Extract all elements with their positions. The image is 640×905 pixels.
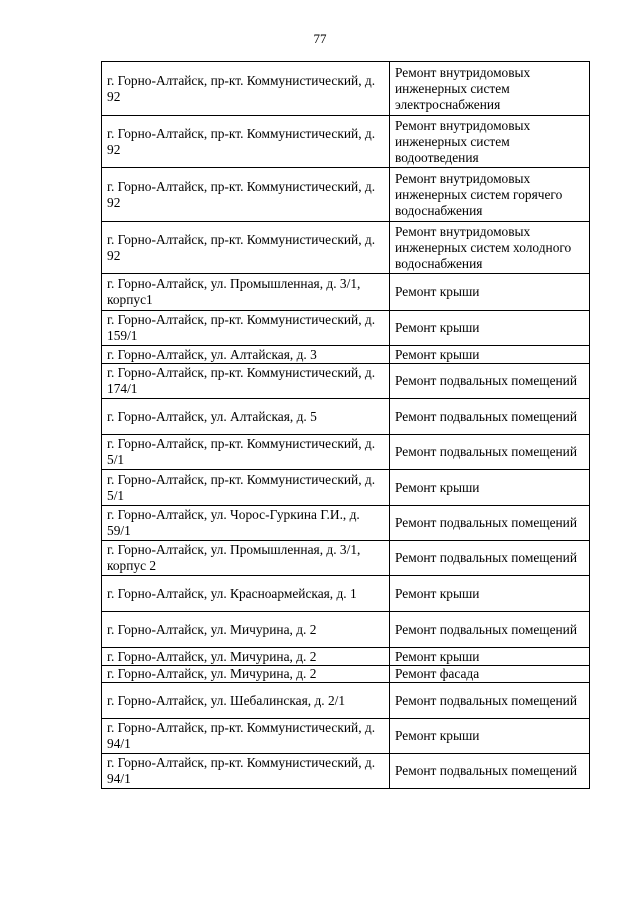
address-cell: г. Горно-Алтайск, пр-кт. Коммунистический, д. 5/1: [102, 435, 390, 470]
address-cell: г. Горно-Алтайск, пр-кт. Коммунистический, д. 94/1: [102, 719, 390, 754]
work-type-cell: Ремонт подвальных помещений: [390, 612, 590, 648]
address-cell: г. Горно-Алтайск, ул. Алтайская, д. 3: [102, 346, 390, 364]
table-row: [102, 274, 590, 311]
table-row: [102, 754, 590, 789]
table-row: [102, 311, 590, 346]
work-type-cell: Ремонт подвальных помещений: [390, 506, 590, 541]
table-row: [102, 168, 590, 222]
page-number: 77: [313, 31, 327, 46]
repair-address-table: [101, 61, 590, 789]
work-type-cell: Ремонт крыши: [390, 470, 590, 506]
table-row: [102, 576, 590, 612]
table-row: [102, 222, 590, 274]
address-cell: г. Горно-Алтайск, ул. Чорос-Гуркина Г.И., д. 59/1: [102, 506, 390, 541]
address-cell: г. Горно-Алтайск, ул. Мичурина, д. 2: [102, 612, 390, 648]
work-type-cell: Ремонт крыши: [390, 719, 590, 754]
table-row: [102, 506, 590, 541]
table-row: [102, 683, 590, 719]
work-type-cell: Ремонт внутридомовых инженерных систем горячего водоснабжения: [390, 168, 590, 222]
table-row: [102, 435, 590, 470]
table-row: [102, 666, 590, 683]
address-cell: г. Горно-Алтайск, ул. Промышленная, д. 3/1, корпус 2: [102, 541, 390, 576]
work-type-cell: Ремонт внутридомовых инженерных систем холодного водоснабжения: [390, 222, 590, 274]
address-cell: г. Горно-Алтайск, ул. Мичурина, д. 2: [102, 648, 390, 666]
work-type-cell: Ремонт крыши: [390, 346, 590, 364]
table-row: [102, 719, 590, 754]
work-type-cell: Ремонт подвальных помещений: [390, 364, 590, 399]
table-row: [102, 116, 590, 168]
table-body: [102, 62, 590, 789]
work-type-cell: Ремонт подвальных помещений: [390, 683, 590, 719]
address-cell: г. Горно-Алтайск, пр-кт. Коммунистический, д. 92: [102, 62, 390, 116]
address-cell: г. Горно-Алтайск, ул. Шебалинская, д. 2/1: [102, 683, 390, 719]
address-cell: г. Горно-Алтайск, пр-кт. Коммунистический, д. 92: [102, 222, 390, 274]
table-row: [102, 470, 590, 506]
address-cell: г. Горно-Алтайск, пр-кт. Коммунистический, д. 92: [102, 116, 390, 168]
table-row: [102, 364, 590, 399]
address-cell: г. Горно-Алтайск, ул. Промышленная, д. 3/1, корпус1: [102, 274, 390, 311]
table-row: [102, 612, 590, 648]
work-type-cell: Ремонт крыши: [390, 311, 590, 346]
work-type-cell: Ремонт подвальных помещений: [390, 435, 590, 470]
address-cell: г. Горно-Алтайск, пр-кт. Коммунистический, д. 92: [102, 168, 390, 222]
address-cell: г. Горно-Алтайск, пр-кт. Коммунистический, д. 174/1: [102, 364, 390, 399]
table-row: [102, 346, 590, 364]
work-type-cell: Ремонт крыши: [390, 576, 590, 612]
address-cell: г. Горно-Алтайск, пр-кт. Коммунистический, д. 5/1: [102, 470, 390, 506]
address-cell: г. Горно-Алтайск, ул. Алтайская, д. 5: [102, 399, 390, 435]
work-type-cell: Ремонт крыши: [390, 274, 590, 311]
work-type-cell: Ремонт подвальных помещений: [390, 754, 590, 789]
work-type-cell: Ремонт крыши: [390, 648, 590, 666]
work-type-cell: Ремонт фасада: [390, 666, 590, 683]
address-cell: г. Горно-Алтайск, ул. Красноармейская, д. 1: [102, 576, 390, 612]
work-type-cell: Ремонт подвальных помещений: [390, 399, 590, 435]
work-type-cell: Ремонт внутридомовых инженерных систем электроснабжения: [390, 62, 590, 116]
table-row: [102, 541, 590, 576]
work-type-cell: Ремонт внутридомовых инженерных систем водоотведения: [390, 116, 590, 168]
work-type-cell: Ремонт подвальных помещений: [390, 541, 590, 576]
table-row: [102, 648, 590, 666]
table-row: [102, 62, 590, 116]
address-cell: г. Горно-Алтайск, пр-кт. Коммунистический, д. 94/1: [102, 754, 390, 789]
address-cell: г. Горно-Алтайск, ул. Мичурина, д. 2: [102, 666, 390, 683]
table-row: [102, 399, 590, 435]
address-cell: г. Горно-Алтайск, пр-кт. Коммунистический, д. 159/1: [102, 311, 390, 346]
